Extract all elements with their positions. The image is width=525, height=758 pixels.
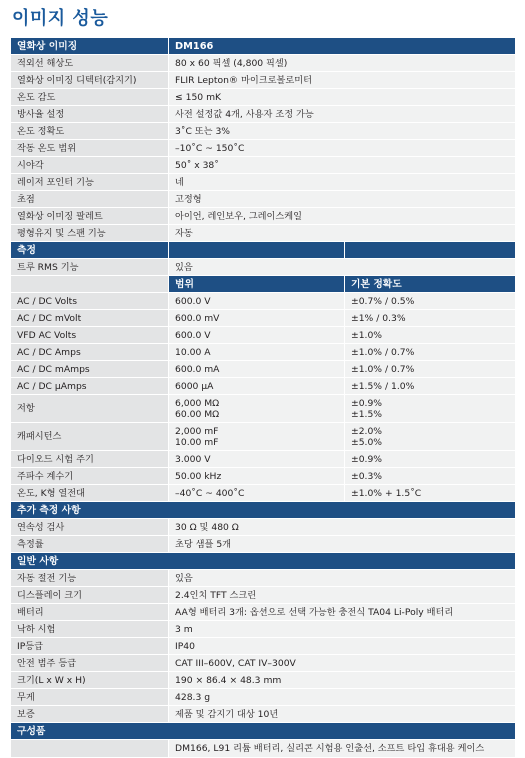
- table-row: [11, 378, 516, 395]
- table-row: [11, 55, 516, 72]
- spec-label: VFD AC Volts: [11, 327, 169, 344]
- spec-value: 3 m: [169, 621, 516, 638]
- spec-value: 고정형: [169, 191, 516, 208]
- spec-label: 연속성 검사: [11, 519, 169, 536]
- range-value-line: –40˚C ~ 400˚C: [175, 487, 245, 499]
- spec-label: 보증: [11, 706, 169, 723]
- spec-label-blank: [11, 740, 169, 758]
- spec-label: 온도 감도: [11, 89, 169, 106]
- spec-label: AC / DC µAmps: [11, 378, 169, 395]
- spec-label: 배터리: [11, 604, 169, 621]
- range-value-line: 10.00 mF: [175, 436, 219, 448]
- column-header-accuracy: 기본 정확도: [345, 276, 516, 293]
- spec-value: 자동: [169, 225, 516, 242]
- range-value-line: 2,000 mF: [175, 425, 219, 437]
- spec-value: 30 Ω 및 480 Ω: [169, 519, 516, 536]
- column-header-row: [11, 276, 516, 293]
- table-row: [11, 536, 516, 553]
- section-header-thermal: [11, 38, 516, 55]
- table-row: [11, 468, 516, 485]
- accuracy-value-line: ±1.0% / 0.7%: [351, 363, 415, 375]
- section-header-components: [11, 723, 516, 740]
- spec-label: 온도, K형 열전대: [11, 485, 169, 502]
- accuracy-value-line: ±1.0% / 0.7%: [351, 346, 415, 358]
- table-row: [11, 638, 516, 655]
- spec-label: 안전 범주 등급: [11, 655, 169, 672]
- column-header-range: 범위: [169, 276, 345, 293]
- table-row: [11, 570, 516, 587]
- table-row: [11, 519, 516, 536]
- table-row: [11, 740, 516, 758]
- spec-value: 2.4인치 TFT 스크린: [169, 587, 516, 604]
- accuracy-value: [345, 293, 516, 310]
- spec-label: 저항: [11, 395, 169, 423]
- table-row: [11, 310, 516, 327]
- section-title: 측정: [11, 242, 169, 259]
- section-header-blank: [169, 242, 345, 259]
- section-title: 열화상 이미징: [11, 38, 169, 55]
- spec-value: IP40: [169, 638, 516, 655]
- spec-value: 80 x 60 픽셀 (4,800 픽셀): [169, 55, 516, 72]
- spec-value: 50˚ x 38˚: [169, 157, 516, 174]
- spec-label: 낙하 시험: [11, 621, 169, 638]
- spec-label: 시야각: [11, 157, 169, 174]
- range-value: [169, 310, 345, 327]
- model-name: DM166: [169, 38, 516, 55]
- accuracy-value: [345, 485, 516, 502]
- section-title: 구성품: [11, 723, 516, 740]
- table-row: [11, 706, 516, 723]
- spec-label: AC / DC Amps: [11, 344, 169, 361]
- table-row: [11, 485, 516, 502]
- range-value: [169, 293, 345, 310]
- spec-value: 있음: [169, 570, 516, 587]
- range-value-line: 10.00 A: [175, 346, 211, 358]
- table-row: [11, 259, 516, 276]
- table-row: [11, 293, 516, 310]
- section-title: 일반 사항: [11, 553, 516, 570]
- table-row: [11, 89, 516, 106]
- spec-label: 다이오드 시험 주기: [11, 451, 169, 468]
- table-row: [11, 174, 516, 191]
- table-row: [11, 395, 516, 423]
- spec-value: 네: [169, 174, 516, 191]
- range-value: [169, 468, 345, 485]
- spec-label: AC / DC mAmps: [11, 361, 169, 378]
- table-row: [11, 621, 516, 638]
- spec-table: [10, 37, 516, 758]
- table-row: [11, 655, 516, 672]
- accuracy-value-line: ±1.0% + 1.5˚C: [351, 487, 422, 499]
- spec-label: 크기(L x W x H): [11, 672, 169, 689]
- range-value: [169, 451, 345, 468]
- accuracy-value: [345, 361, 516, 378]
- range-value: [169, 327, 345, 344]
- range-value: [169, 423, 345, 451]
- column-header-blank: [11, 276, 169, 293]
- table-row: [11, 604, 516, 621]
- accuracy-value: [345, 344, 516, 361]
- spec-value: 있음: [169, 259, 516, 276]
- accuracy-value-line: ±2.0%: [351, 425, 383, 437]
- section-header-measurement: [11, 242, 516, 259]
- table-row: [11, 123, 516, 140]
- section-header-blank: [345, 242, 516, 259]
- accuracy-value-line: ±1.0%: [351, 329, 383, 341]
- spec-label: 평형유지 및 스팬 기능: [11, 225, 169, 242]
- spec-value: 초당 샘플 5개: [169, 536, 516, 553]
- range-value-line: 6000 µA: [175, 380, 214, 392]
- spec-value: AA형 배터리 3개: 옵션으로 선택 가능한 충전식 TA04 Li-Poly 배터리: [169, 604, 516, 621]
- table-row: [11, 423, 516, 451]
- spec-label: AC / DC Volts: [11, 293, 169, 310]
- table-row: [11, 361, 516, 378]
- table-row: [11, 225, 516, 242]
- range-value-line: 600.0 mV: [175, 312, 220, 324]
- spec-label: 레이저 포인터 기능: [11, 174, 169, 191]
- accuracy-value-line: ±1.5%: [351, 408, 383, 420]
- spec-label: 무게: [11, 689, 169, 706]
- table-row: [11, 140, 516, 157]
- range-value: [169, 395, 345, 423]
- table-row: [11, 672, 516, 689]
- table-row: [11, 191, 516, 208]
- spec-value: 428.3 g: [169, 689, 516, 706]
- spec-label: 초점: [11, 191, 169, 208]
- spec-label: 열화상 이미징 디텍터(감지기): [11, 72, 169, 89]
- spec-label: 열화상 이미징 팔레트: [11, 208, 169, 225]
- spec-value: CAT III–600V, CAT IV–300V: [169, 655, 516, 672]
- table-row: [11, 72, 516, 89]
- accuracy-value: [345, 468, 516, 485]
- table-row: [11, 106, 516, 123]
- range-value-line: 600.0 V: [175, 329, 211, 341]
- accuracy-value: [345, 327, 516, 344]
- spec-value: –10˚C ~ 150˚C: [169, 140, 516, 157]
- section-title: 추가 측정 사항: [11, 502, 516, 519]
- spec-label: IP등급: [11, 638, 169, 655]
- accuracy-value: [345, 310, 516, 327]
- accuracy-value-line: ±0.9%: [351, 453, 383, 465]
- section-header-additional: [11, 502, 516, 519]
- spec-label: 캐패시턴스: [11, 423, 169, 451]
- table-row: [11, 451, 516, 468]
- spec-label: 트루 RMS 기능: [11, 259, 169, 276]
- spec-label: AC / DC mVolt: [11, 310, 169, 327]
- accuracy-value-line: ±0.3%: [351, 470, 383, 482]
- range-value-line: 6,000 MΩ: [175, 397, 220, 409]
- spec-label: 작동 온도 범위: [11, 140, 169, 157]
- accuracy-value-line: ±0.9%: [351, 397, 383, 409]
- accuracy-value: [345, 395, 516, 423]
- range-value: [169, 378, 345, 395]
- range-value: [169, 485, 345, 502]
- range-value: [169, 361, 345, 378]
- accuracy-value-line: ±0.7% / 0.5%: [351, 295, 415, 307]
- spec-value: 사전 설정값 4개, 사용자 조정 가능: [169, 106, 516, 123]
- spec-value: FLIR Lepton® 마이크로볼로미터: [169, 72, 516, 89]
- spec-label: 적외선 해상도: [11, 55, 169, 72]
- table-row: [11, 208, 516, 225]
- spec-value: ≤ 150 mK: [169, 89, 516, 106]
- range-value-line: 600.0 V: [175, 295, 211, 307]
- spec-label: 방사율 설정: [11, 106, 169, 123]
- range-value-line: 3.000 V: [175, 453, 211, 465]
- spec-label: 온도 정확도: [11, 123, 169, 140]
- accuracy-value-line: ±1% / 0.3%: [351, 312, 406, 324]
- section-header-general: [11, 553, 516, 570]
- range-value-line: 50.00 kHz: [175, 470, 222, 482]
- range-value-line: 60.00 MΩ: [175, 408, 220, 420]
- spec-label: 주파수 계수기: [11, 468, 169, 485]
- table-row: [11, 587, 516, 604]
- table-row: [11, 157, 516, 174]
- accuracy-value-line: ±5.0%: [351, 436, 383, 448]
- spec-label: 측정률: [11, 536, 169, 553]
- accuracy-value-line: ±1.5% / 1.0%: [351, 380, 415, 392]
- range-value-line: 600.0 mA: [175, 363, 220, 375]
- page-title: 이미지 성능: [12, 8, 109, 29]
- accuracy-value: [345, 423, 516, 451]
- range-value: [169, 344, 345, 361]
- components-value: DM166, L91 리튬 배터리, 실리콘 시험용 인출선, 소프트 타입 휴대용 케이스: [169, 740, 516, 758]
- table-row: [11, 327, 516, 344]
- spec-value: 3˚C 또는 3%: [169, 123, 516, 140]
- table-row: [11, 689, 516, 706]
- spec-value: 제품 및 감지기 대상 10년: [169, 706, 516, 723]
- spec-label: 자동 절전 기능: [11, 570, 169, 587]
- spec-value: 190 × 86.4 × 48.3 mm: [169, 672, 516, 689]
- spec-label: 디스플레이 크기: [11, 587, 169, 604]
- spec-value: 아이언, 레인보우, 그레이스케일: [169, 208, 516, 225]
- accuracy-value: [345, 451, 516, 468]
- accuracy-value: [345, 378, 516, 395]
- table-row: [11, 344, 516, 361]
